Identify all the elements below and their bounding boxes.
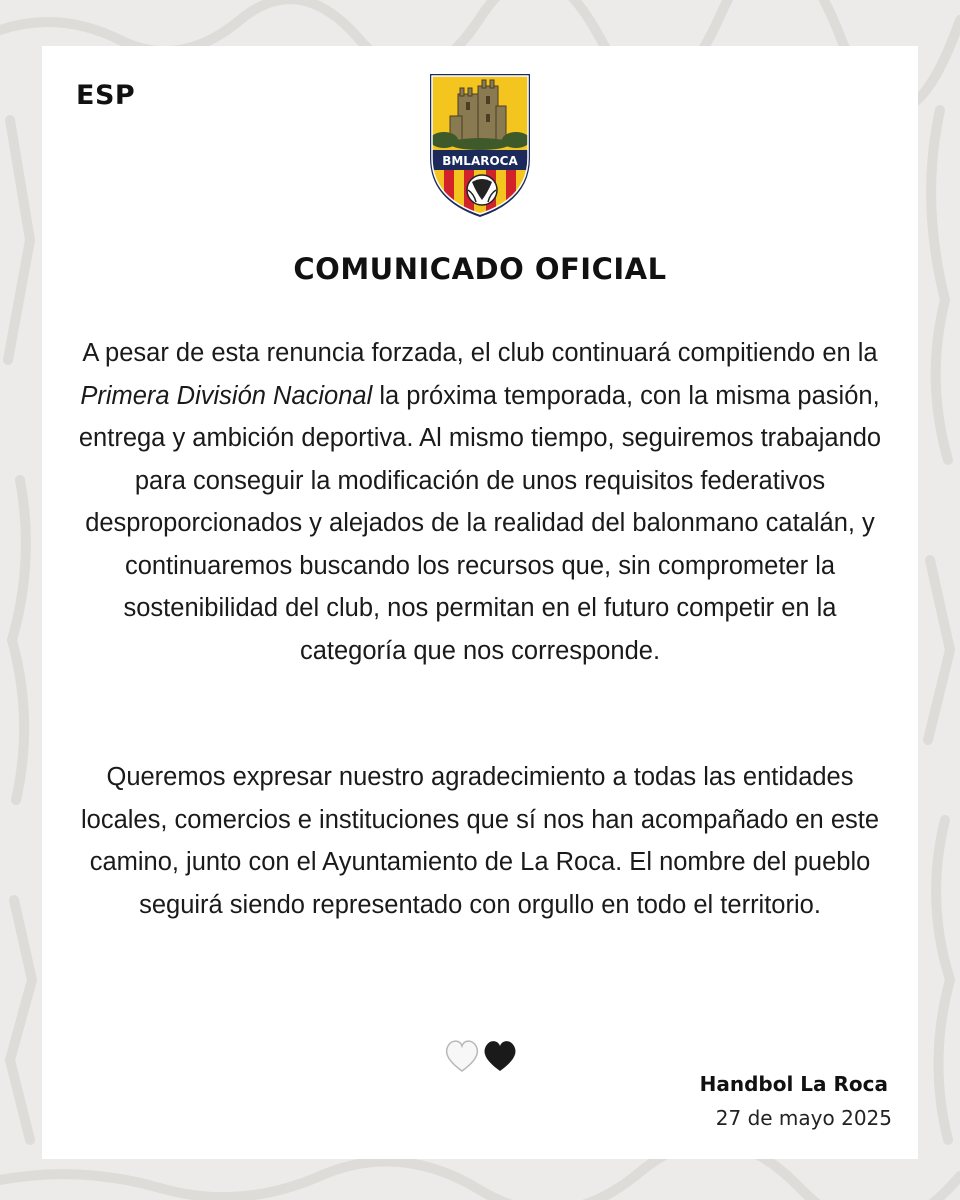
paragraph-1-italic: Primera División Nacional [80,381,373,410]
black-heart-icon [485,1041,516,1071]
paragraph-1 [72,332,888,672]
paragraph-2: Queremos expresar nuestro agradecimiento a todas las entidades locales, comercios e instituciones que sí nos han acompañado en este camino, junto con el Ayuntamiento de La Roca. El nombre del pueblo seguirá siendo representado con orgullo en todo el territorio. [80,763,880,919]
announcement-card [42,46,918,1159]
club-crest-logo [428,72,532,218]
white-heart-icon [447,1041,478,1071]
language-tag: ESP [76,80,136,111]
paragraph-1-start: A pesar de esta renuncia forzada, el club continuará compitiendo en la [82,339,878,367]
page-title: COMUNICADO OFICIAL [293,252,667,286]
date: 27 de mayo 2025 [715,1106,892,1130]
crest-wordmark: BMLAROCA [442,154,518,168]
paragraph-1-end: la próxima temporada, con la misma pasión, entrega y ambición deportiva. Al mismo tiempo, seguiremos trabajando para conseguir la modificación de unos requisitos federativos desproporcionados y alejados de la realidad del balonmano catalán, y continuaremos buscando los recursos que, sin comprometer la sostenibilidad del club, nos permitan en el futuro competir en la categoría que nos corresponde. [78,381,882,665]
hearts [442,1036,522,1076]
signature: Handbol La Roca [699,1072,888,1096]
